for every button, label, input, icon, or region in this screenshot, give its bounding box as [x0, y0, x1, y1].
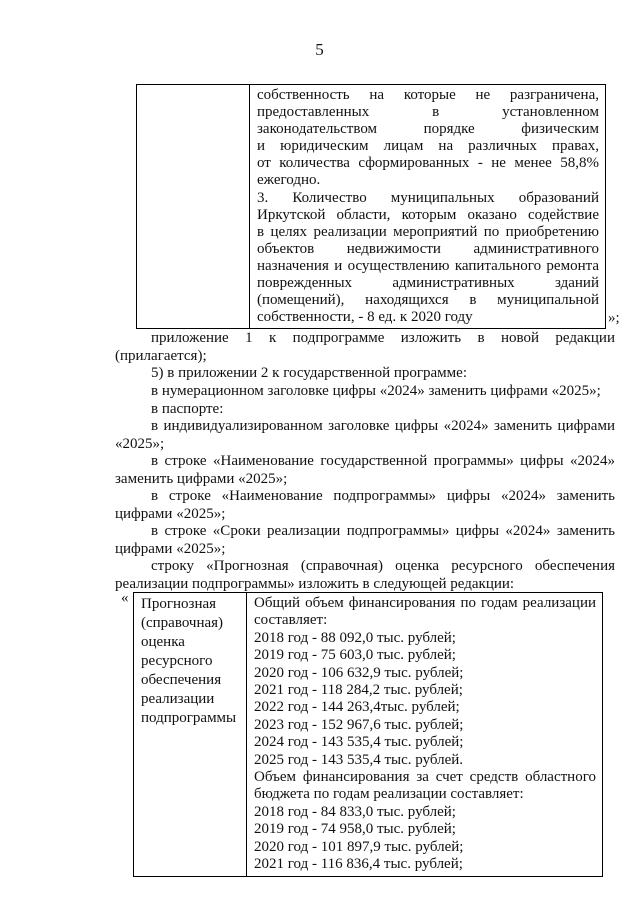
paragraph-line: в строке «Наименование государственной программы» цифры «2024»: [151, 453, 615, 469]
amendment-paragraph: [115, 330, 615, 365]
funding-label-line: оценка: [141, 634, 185, 650]
paragraph-line: реализации подпрограммы» изложить в следующей редакции:: [115, 575, 515, 592]
table-funding-label-cell: [134, 593, 247, 876]
funding-line: 2025 год - 143 535,4 тыс. рублей.: [254, 751, 464, 768]
funding-label-line: реализации: [141, 691, 215, 707]
amendment-paragraph: [115, 558, 615, 593]
funding-label-line: подпрограммы: [141, 710, 237, 726]
funding-line: 2024 год - 143 535,4 тыс. рублей;: [254, 734, 464, 751]
funding-label-line: ресурсного: [141, 653, 213, 669]
paragraph-line: в индивидуализированном заголовке цифры «2024» заменить цифрами: [151, 418, 615, 434]
paragraph-line: 5) в приложении 2 к государственной программе:: [151, 365, 467, 381]
funding-line: Объем финансирования за счет средств областного: [254, 769, 596, 786]
indicator-text-line: собственности, - 8 ед. к 2020 году: [257, 309, 473, 326]
paragraph-line: строку «Прогнозная (справочная) оценка ресурсного обеспечения: [151, 558, 615, 574]
paragraph-line: в нумерационном заголовке цифры «2024» заменить цифрами «2025»;: [151, 383, 601, 399]
opening-quote-mark: «: [121, 590, 129, 606]
funding-line: составляет:: [254, 612, 328, 629]
paragraph-line: цифрами «2025»;: [115, 505, 226, 522]
paragraph-line: в строке «Сроки реализации подпрограммы» цифры «2024» заменить: [151, 523, 615, 539]
paragraph-line: цифрами «2025»;: [115, 540, 226, 557]
amendment-paragraph: [115, 453, 615, 488]
indicator-text-line: и юридическим лицам на различных правах,: [257, 138, 599, 155]
indicator-text-line: Иркутской области, которым оказано содействие: [257, 206, 599, 223]
funding-label-line: (справочная): [141, 615, 224, 631]
paragraph-line: в строке «Наименование подпрограммы» цифры «2024» заменить: [151, 488, 615, 504]
indicator-text-line: предоставленных в установленном: [257, 104, 599, 121]
funding-label-line: Прогнозная: [141, 596, 217, 612]
funding-line: 2021 год - 118 284,2 тыс. рублей;: [254, 682, 463, 699]
funding-line: Общий объем финансирования по годам реализации: [254, 595, 596, 611]
closing-quote-mark: »;: [608, 310, 620, 326]
amendment-paragraph: [115, 401, 615, 419]
amendment-paragraph: [115, 383, 615, 401]
indicator-text-line: законодательством порядке физическим: [257, 121, 599, 138]
indicator-text-line: 3. Количество муниципальных образований: [257, 189, 599, 206]
funding-line: 2018 год - 88 092,0 тыс. рублей;: [254, 629, 456, 646]
amendment-paragraph: [115, 488, 615, 523]
funding-label: [141, 595, 245, 728]
indicator-text-line: объектов недвижимости административного: [257, 240, 599, 257]
indicator-text-line: ежегодно.: [257, 172, 321, 189]
paragraph-line: (прилагается);: [115, 347, 207, 364]
funding-label-line: обеспечения: [141, 672, 222, 688]
table-indicators: [136, 84, 606, 329]
amendment-paragraph: [115, 418, 615, 453]
funding-line: 2023 год - 152 967,6 тыс. рублей;: [254, 716, 464, 733]
table-funding: [133, 592, 603, 877]
page-number: 5: [315, 40, 324, 59]
paragraph-line: заменить цифрами «2025»;: [115, 470, 288, 487]
funding-line: 2021 год - 116 836,4 тыс. рублей;: [254, 856, 463, 873]
amendment-paragraph: [115, 365, 615, 383]
indicator-text-line: (помещений), находящихся в муниципальной: [257, 292, 599, 309]
funding-line: 2022 год - 144 263,4тыс. рублей;: [254, 699, 460, 716]
funding-line: 2018 год - 84 833,0 тыс. рублей;: [254, 803, 456, 820]
paragraph-line: «2025»;: [115, 435, 165, 452]
funding-line: бюджета по годам реализации составляет:: [254, 786, 524, 803]
paragraph-line: в паспорте:: [151, 401, 224, 417]
table-indicators-empty-cell: [137, 85, 250, 328]
indicator-text-line: назначения и осуществлению капитального ремонта: [257, 257, 599, 274]
funding-line: 2020 год - 101 897,9 тыс. рублей;: [254, 838, 464, 855]
indicator-text-line: поврежденных административных зданий: [257, 275, 599, 292]
indicator-text-line: собственность на которые не разграничена,: [257, 87, 599, 103]
table-funding-content-cell: [254, 595, 596, 874]
funding-line: 2020 год - 106 632,9 тыс. рублей;: [254, 664, 464, 681]
indicator-text-line: от количества сформированных - не менее 58,8%: [257, 155, 599, 172]
indicator-text-line: в целях реализации мероприятий по приобретению: [257, 223, 599, 240]
paragraph-line: приложение 1 к подпрограмме изложить в новой редакции: [151, 330, 615, 346]
table-indicators-text-cell: [257, 87, 599, 326]
funding-line: 2019 год - 74 958,0 тыс. рублей;: [254, 821, 456, 838]
amendment-paragraph: [115, 523, 615, 558]
funding-line: 2019 год - 75 603,0 тыс. рублей;: [254, 647, 456, 664]
